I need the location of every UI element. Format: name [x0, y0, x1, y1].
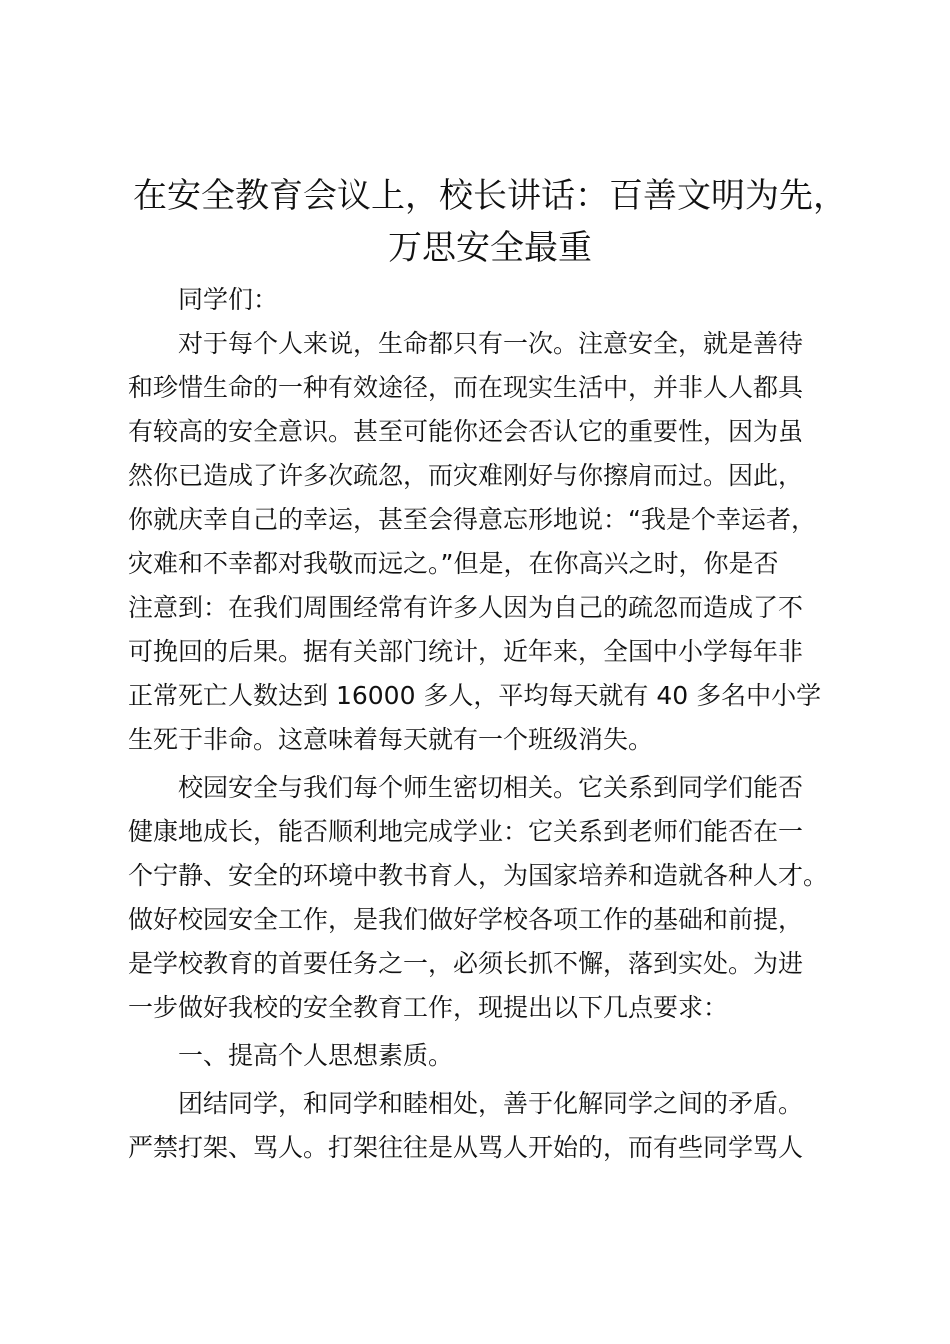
salutation: 同学们：: [178, 285, 279, 314]
title-line-1: 在安全教育会议上，校长讲话：百善文明为先，: [133, 176, 847, 216]
paragraph-1-line: 注意到：在我们周围经常有许多人因为自己的疏忽而造成了不: [128, 593, 804, 622]
paragraph-3-line: 团结同学，和同学和睦相处，善于化解同学之间的矛盾。: [178, 1089, 804, 1118]
paragraph-1-line: 生死于非命。这意味着每天就有一个班级消失。: [128, 725, 654, 754]
paragraph-1-line: 然你已造成了许多次疏忽，而灾难刚好与你擦肩而过。因此，: [128, 461, 804, 490]
paragraph-1-line: 有较高的安全意识。甚至可能你还会否认它的重要性，因为虽: [128, 417, 804, 446]
paragraph-1-line: 正常死亡人数达到 16000 多人，平均每天就有 40 多名中小学: [128, 681, 822, 710]
document-title: [120, 170, 860, 274]
paragraph-2-line: 健康地成长，能否顺利地完成学业：它关系到老师们能否在一: [128, 817, 804, 846]
paragraph-1-line: 你就庆幸自己的幸运，甚至会得意忘形地说：“我是个幸运者，: [128, 505, 816, 534]
paragraph-2-line: 一步做好我校的安全教育工作，现提出以下几点要求：: [128, 993, 729, 1022]
title-line-2: 万思安全最重: [388, 228, 592, 268]
paragraph-3-line: 严禁打架、骂人。打架往往是从骂人开始的，而有些同学骂人: [128, 1133, 804, 1162]
section-heading: 一、提高个人思想素质。: [178, 1041, 454, 1070]
paragraph-1-line: 对于每个人来说，生命都只有一次。注意安全，就是善待: [178, 329, 804, 358]
paragraph-2-line: 做好校园安全工作，是我们做好学校各项工作的基础和前提，: [128, 905, 804, 934]
paragraph-2-line: 是学校教育的首要任务之一，必须长抓不懈，落到实处。为进: [128, 949, 804, 978]
paragraph-2-line: 个宁静、安全的环境中教书育人，为国家培养和造就各种人才。: [128, 861, 829, 890]
paragraph-1-line: 可挽回的后果。据有关部门统计，近年来，全国中小学每年非: [128, 637, 804, 666]
paragraph-1-line: 灾难和不幸都对我敬而远之。”但是，在你高兴之时，你是否: [128, 549, 779, 578]
paragraph-1-line: 和珍惜生命的一种有效途径，而在现实生活中，并非人人都具: [128, 373, 804, 402]
paragraph-2-line: 校园安全与我们每个师生密切相关。它关系到同学们能否: [178, 773, 804, 802]
